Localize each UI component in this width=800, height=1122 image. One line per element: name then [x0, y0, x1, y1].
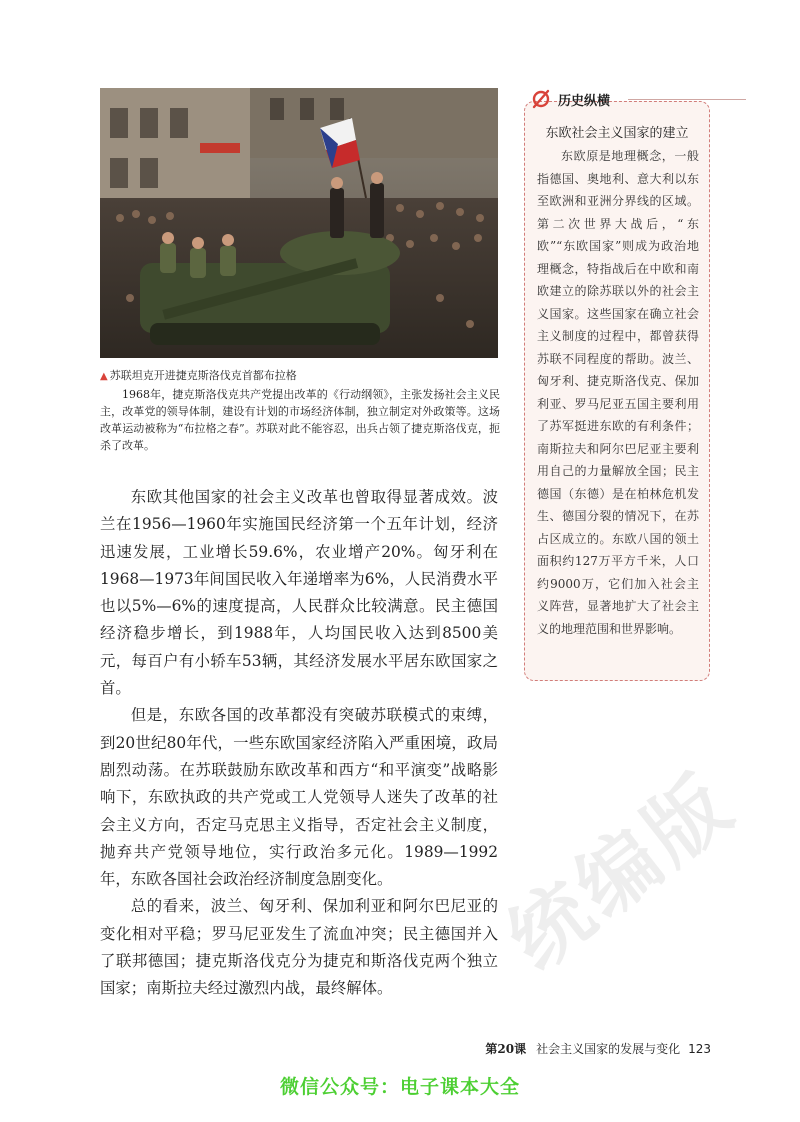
- caption-title: 苏联坦克开进捷克斯洛伐克首都布拉格: [109, 369, 297, 382]
- main-body-text: [100, 484, 498, 1003]
- body-paragraph: 总的看来，波兰、匈牙利、保加利亚和阿尔巴尼亚的变化相对平稳；罗马尼亚发生了流血冲突；民主德国并入了联邦德国；捷克斯洛伐克分为捷克和斯洛伐克两个独立国家；南斯拉夫经过激烈内战，最终解体。: [100, 897, 498, 998]
- photo-tanks-in-prague: [100, 88, 498, 358]
- caption-body: 1968年，捷克斯洛伐克共产党提出改革的《行动纲领》，主张发扬社会主义民主，改革党的领导体制，建设有计划的市场经济体制，独立制定对外政策等。这场改革运动被称为“布拉格之春”。苏联对此不能容忍，出兵占领了捷克斯洛伐克，扼杀了改革。: [100, 388, 500, 452]
- page-number: 123: [688, 1042, 711, 1056]
- photo-caption: [100, 367, 500, 454]
- sidebar-title: 东欧社会主义国家的建立: [545, 126, 689, 141]
- sidebar-header-title: 历史纵横: [558, 93, 611, 109]
- sidebar-text: 东欧原是地理概念，一般指德国、奥地利、意大利以东至欧洲和亚洲分界线的区域。第二次世界大战后，“东欧”“东欧国家”则成为政治地理概念，特指战后在中欧和南欧建立的除苏联以外的社会主义国家。这些国家在确立社会主义制度的过程中，都曾获得苏联不同程度的帮助。波兰、匈牙利、捷克斯洛伐克、保加利亚、罗马尼亚五国主要利用了苏军挺进东欧的有利条件；南斯拉夫和阿尔巴尼亚主要利用自己的力量解放全国；民主德国（东德）是在柏林危机发生、德国分裂的情况下，在苏占区成立的。东欧八国的领土面积约127万平方千米，人口约9000万，它们加入社会主义阵营，显著地扩大了社会主义的地理范围和世界影响。: [537, 149, 699, 636]
- wechat-banner: 微信公众号：电子课本大全: [279, 1076, 520, 1098]
- sidebar-box: [524, 101, 710, 681]
- history-emblem-icon: [530, 88, 552, 110]
- photo-illustration: [100, 88, 498, 358]
- watermark: 统编版: [491, 755, 752, 988]
- sidebar-header: [530, 88, 610, 110]
- body-paragraph: 东欧其他国家的社会主义改革也曾取得显著成效。波兰在1956—1960年实施国民经济第一个五年计划，经济迅速发展，工业增长59.6%，农业增产20%。匈牙利在1968—1973年间国民收入年递增率为6%，人民消费水平也以5%—6%的速度提高，人民群众比较满意。民主德国经济稳步增长，到1988年，人均国民收入达到8500美元，每百户有小轿车53辆，其经济发展水平居东欧国家之首。: [100, 488, 498, 698]
- triangle-marker-icon: ▲: [100, 371, 108, 382]
- footer-title: 社会主义国家的发展与变化: [536, 1042, 681, 1056]
- sidebar-header-rule: [628, 99, 746, 100]
- caption-title-line: [100, 367, 500, 385]
- page-footer: [485, 1040, 711, 1057]
- body-paragraph: 但是，东欧各国的改革都没有突破苏联模式的束缚，到20世纪80年代，一些东欧国家经济陷入严重困境，政局剧烈动荡。在苏联鼓励东欧改革和西方“和平演变”战略影响下，东欧执政的共产党或工人党领导人迷失了改革的社会主义方向，否定马克思主义指导，否定社会主义制度，抛弃共产党领导地位，实行政治多元化。1989—1992年，东欧各国社会政治经济制度急剧变化。: [100, 706, 498, 889]
- footer-lesson: 第20课: [485, 1042, 527, 1056]
